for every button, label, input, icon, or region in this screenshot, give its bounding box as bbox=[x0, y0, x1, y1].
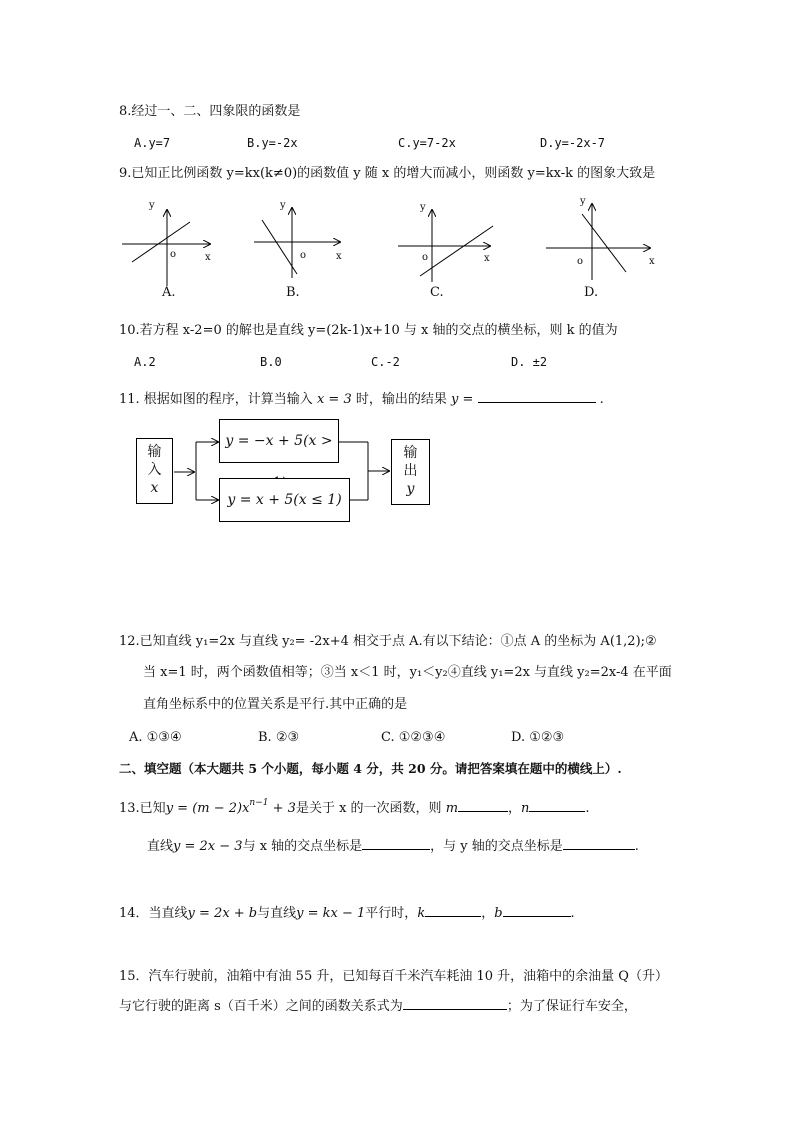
q13-prefix: 13.已知 bbox=[119, 801, 166, 816]
graph-c-x-label: x bbox=[484, 253, 490, 264]
q11-output-line2: 出 bbox=[403, 463, 418, 479]
q13-line2-mid: 与 x 轴的交点坐标是 bbox=[242, 839, 363, 854]
graph-d bbox=[546, 204, 650, 280]
q10-stem: 10.若方程 x-2=0 的解也是直线 y=(2k-1)x+10 与 x 轴的交点的横坐标，则 k 的值为 bbox=[119, 323, 618, 338]
q11-stem-expr: x = 3 bbox=[316, 392, 352, 407]
q13-n-label: n bbox=[521, 801, 530, 816]
q8-option-b: B.y=-2x bbox=[247, 136, 298, 150]
q13-x-intercept-blank[interactable] bbox=[362, 836, 430, 850]
q11-input-box bbox=[136, 438, 173, 504]
q11-input-line1: 输 bbox=[147, 444, 162, 460]
q13-comma: ， bbox=[508, 801, 522, 816]
graph-c-line bbox=[420, 226, 493, 276]
q13-end: . bbox=[585, 801, 590, 816]
q12-option-b: B. ②③ bbox=[258, 730, 300, 745]
q13-n-blank[interactable] bbox=[529, 798, 585, 812]
q11-input-line2: 入 bbox=[147, 462, 162, 478]
q12-option-a: A. ①③④ bbox=[129, 730, 182, 745]
q11-stem bbox=[119, 389, 604, 408]
q8-option-d: D.y=-2x-7 bbox=[540, 136, 606, 150]
q13-line2-end: . bbox=[634, 839, 639, 854]
graph-b-x-label: x bbox=[336, 251, 342, 262]
q11-stem-prefix: 11. 根据如图的程序，计算当输入 bbox=[119, 392, 313, 407]
q9-stem: 9.已知正比例函数 y=kx(k≠0)的函数值 y 随 x 的增大而减小，则函数 y=kx-k 的图象大致是 bbox=[119, 166, 656, 181]
q13-m-label: m bbox=[445, 801, 459, 816]
q11-stem-mid: 时，输出的结果 bbox=[355, 392, 447, 407]
q14-mid: 与直线 bbox=[257, 906, 297, 921]
graph-b-y-label: y bbox=[280, 200, 286, 211]
q10-option-a: A.2 bbox=[134, 355, 156, 369]
q15-line1: 15．汽车行驶前，油箱中有油 55 升，已知每百千米汽车耗油 10 升，油箱中的余油量 Q（升） bbox=[119, 969, 668, 984]
graph-b-label: B. bbox=[286, 285, 300, 300]
q14-b-blank[interactable] bbox=[503, 903, 571, 917]
q13-line2-mid2: ，与 y 轴的交点坐标是 bbox=[430, 839, 563, 854]
q14-comma: ， bbox=[481, 906, 495, 921]
graph-a-label: A. bbox=[162, 285, 176, 300]
q14-end: . bbox=[570, 906, 575, 921]
graph-d-origin: o bbox=[577, 256, 584, 267]
graph-d-label: D. bbox=[584, 285, 599, 300]
graph-d-y-label: y bbox=[580, 196, 586, 207]
q12-option-c: C. ①②③④ bbox=[381, 730, 446, 745]
q14-mid2: 平行时， bbox=[365, 906, 418, 921]
graph-c bbox=[398, 210, 493, 282]
graph-d-line bbox=[582, 214, 626, 272]
q10-option-d: D. ±2 bbox=[511, 355, 548, 369]
q11-answer-blank[interactable] bbox=[478, 389, 596, 403]
q13-expr: y = (m − 2)x bbox=[165, 801, 250, 816]
q11-output-line1: 输 bbox=[403, 445, 418, 461]
graph-b bbox=[254, 208, 340, 278]
q14-prefix: 14．当直线 bbox=[119, 906, 188, 921]
q13-exp: n−1 bbox=[249, 798, 269, 808]
q10-option-c: C.-2 bbox=[371, 355, 400, 369]
q14-k-blank[interactable] bbox=[425, 903, 481, 917]
section2-heading: 二、填空题（本大题共 5 个小题，每小题 4 分，共 20 分。请把答案填在题中的横线上）. bbox=[119, 761, 622, 776]
graph-a bbox=[122, 210, 210, 286]
q8-option-a: A.y=7 bbox=[134, 136, 171, 150]
q14-line bbox=[119, 903, 575, 922]
graph-a-x-label: x bbox=[205, 252, 211, 263]
q8-stem: 8.经过一、二、四象限的函数是 bbox=[119, 104, 301, 119]
q11-stem-y: y = bbox=[451, 392, 474, 407]
graph-d-x-label: x bbox=[649, 256, 655, 267]
q13-y-intercept-blank[interactable] bbox=[563, 836, 635, 850]
q12-option-d: D. ①②③ bbox=[511, 730, 565, 745]
graph-b-origin: o bbox=[300, 250, 307, 261]
graph-c-y-label: y bbox=[420, 202, 426, 213]
q12-line3: 直角坐标系中的位置关系是平行.其中正确的是 bbox=[143, 697, 408, 712]
q13-expr-tail: + 3 bbox=[268, 801, 296, 816]
q11-stem-end: . bbox=[599, 392, 604, 407]
graph-c-origin: o bbox=[422, 252, 429, 263]
q11-input-var: x bbox=[150, 480, 159, 496]
q14-b-label: b bbox=[494, 906, 503, 921]
q13-line2-expr: y = 2x − 3 bbox=[173, 839, 243, 854]
q13-m-blank[interactable] bbox=[458, 798, 508, 812]
graph-a-y-label: y bbox=[149, 200, 155, 211]
q11-branch-bottom: y = x + 5(x ≤ 1) bbox=[219, 478, 350, 522]
q8-option-c: C.y=7-2x bbox=[398, 136, 456, 150]
q12-line2: 当 x=1 时，两个函数值相等；③当 x＜1 时，y₁＜y₂④直线 y₁=2x 与直线 y₂=2x-4 在平面 bbox=[143, 665, 672, 680]
q11-output-var: y bbox=[406, 481, 415, 497]
q13-line2-prefix: 直线 bbox=[147, 839, 174, 854]
q14-expr2: y = kx − 1 bbox=[296, 906, 366, 921]
q15-line2-prefix: 与它行驶的距离 s（百千米）之间的函数关系式为 bbox=[119, 999, 403, 1014]
q13-mid: 是关于 x 的一次函数，则 bbox=[295, 801, 442, 816]
q13-line1 bbox=[119, 795, 590, 817]
q13-line2 bbox=[147, 836, 639, 855]
graph-c-label: C. bbox=[430, 285, 444, 300]
graph-a-origin: o bbox=[170, 249, 177, 260]
q12-line1: 12.已知直线 y₁=2x 与直线 y₂= -2x+4 相交于点 A.有以下结论：①点 A 的坐标为 A(1,2);② bbox=[119, 634, 657, 649]
q15-line2-end: ；为了保证行车安全， bbox=[506, 999, 637, 1014]
graph-a-line bbox=[132, 222, 190, 262]
q14-k-label: k bbox=[417, 906, 426, 921]
q15-line2 bbox=[119, 996, 637, 1015]
q10-option-b: B.0 bbox=[260, 355, 282, 369]
q15-function-blank[interactable] bbox=[403, 996, 507, 1010]
q11-output-box bbox=[391, 439, 430, 505]
q11-branch-top: y = −x + 5(x > bbox=[219, 419, 339, 463]
q14-expr1: y = 2x + b bbox=[187, 906, 258, 921]
